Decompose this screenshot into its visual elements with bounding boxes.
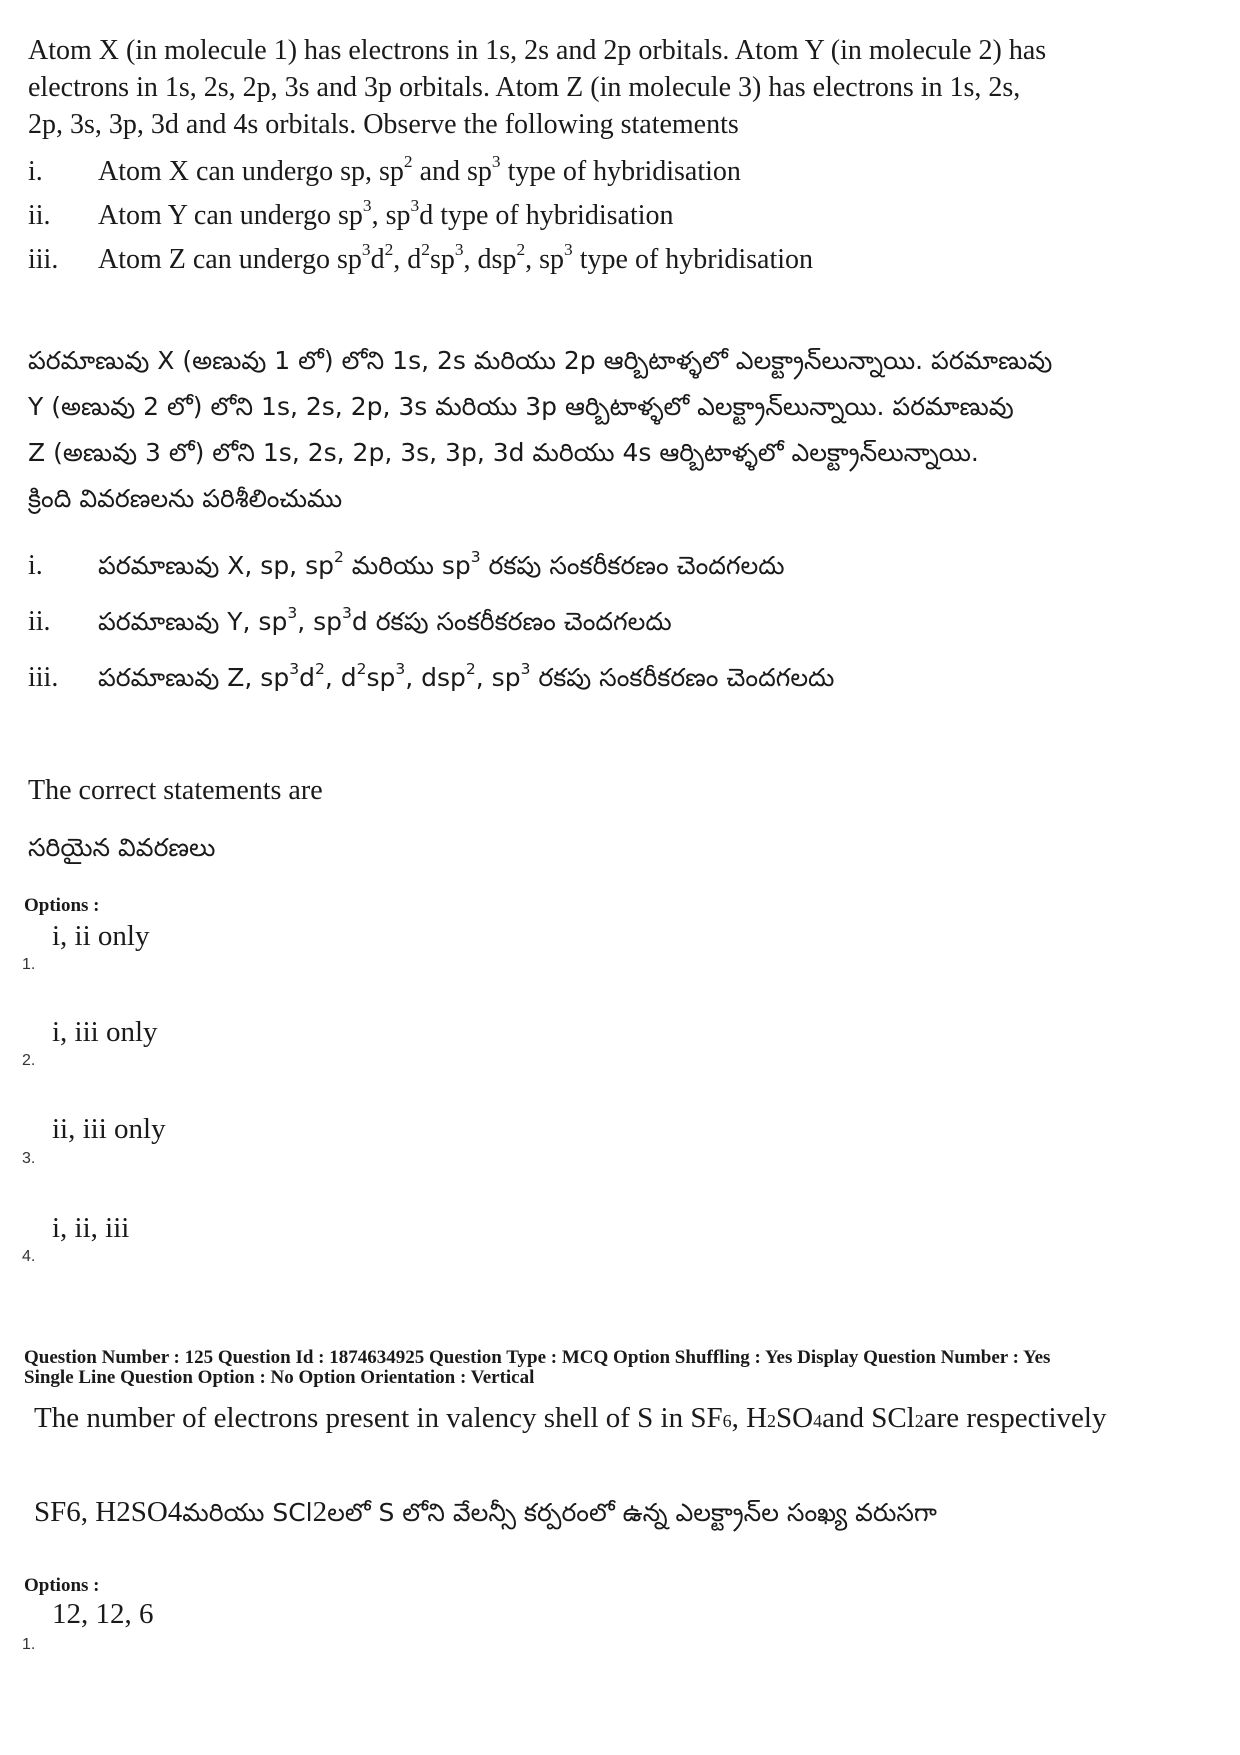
intro-line: క్రింది వివరణలను పరిశీలించుము xyxy=(28,484,343,513)
intro-line: Y (అణువు 2 లో) లోని 1s, 2s, 2p, 3s మరియు 3p ఆర్బిటాళ్ళలో ఎలక్ట్రాన్‌లున్నాయి. పరమాణువు xyxy=(28,392,1014,421)
statement-number: iii. xyxy=(28,244,59,275)
statement-text: పరమాణువు Z, $sp^3d^2$, $d^2sp^3$, dsp$^2$, $sp^3$ రకపు సంకరీకరణం చెందగలదు xyxy=(98,660,835,692)
intro-line: Z (అణువు 3 లో) లోని 1s, 2s, 2p, 3s, 3p, 3d మరియు 4s ఆర్బిటాళ్ళలో ఎలక్ట్రాన్‌లున్నాయి. xyxy=(28,438,979,467)
q125-stem-en: The number of electrons present in valency shell of S in SF 6 , H 2 SO 4 and SCl 2 are respectively xyxy=(34,1402,1107,1434)
options-label: Options : xyxy=(24,1575,100,1596)
metadata-line: Single Line Question Option : No Option Orientation : Vertical xyxy=(24,1367,535,1388)
statement-number: i. xyxy=(28,550,43,581)
statement-iii-te xyxy=(28,662,834,699)
metadata-line: Question Number : 125 Question Id : 1874634925 Question Type : MCQ Option Shuffling : Yes Display Question Number : Yes xyxy=(24,1347,1051,1368)
statement-ii-te xyxy=(28,606,672,643)
option-text[interactable]: i, iii only xyxy=(52,1016,158,1048)
intro-line: electrons in 1s, 2s, 2p, 3s and 3p orbitals. Atom Z (in molecule 3) has electrons in 1s, 2s, xyxy=(28,72,1021,103)
statement-iii-en xyxy=(28,240,814,276)
statement-text: పరమాణువు X, sp, $sp^2$ మరియు $sp^3$ రకపు సంకరీకరణం చెందగలదు xyxy=(98,548,785,580)
statement-number: i. xyxy=(28,156,43,187)
correct-statements-en: The correct statements are xyxy=(28,775,323,806)
statement-ii-en xyxy=(28,196,674,232)
statement-number: iii. xyxy=(28,662,59,693)
statement-number: ii. xyxy=(28,606,51,637)
option-text[interactable]: ii, iii only xyxy=(52,1113,166,1145)
statement-text: Atom X can undergo sp, $sp^2$ and $sp^3$ type of hybridisation xyxy=(98,152,741,187)
statement-text: పరమాణువు Y, $sp^3$, $sp^3d$ రకపు సంకరీకరణం చెందగలదు xyxy=(98,604,672,636)
correct-statements-te: సరియైన వివరణలు xyxy=(28,833,216,862)
option-number: 3. xyxy=(22,1150,36,1167)
q124-english-intro xyxy=(28,32,1218,143)
statement-i-en xyxy=(28,152,741,188)
intro-line: పరమాణువు X (అణువు 1 లో) లోని 1s, 2s మరియు 2p ఆర్బిటాళ్ళలో ఎలక్ట్రాన్‌లున్నాయి. పరమాణువు xyxy=(28,346,1053,375)
q125-metadata xyxy=(24,1348,1214,1388)
intro-line: Atom X (in molecule 1) has electrons in 1s, 2s and 2p orbitals. Atom Y (in molecule 2) has xyxy=(28,35,1047,66)
statement-i-te xyxy=(28,550,785,587)
option-number: 2. xyxy=(22,1052,36,1069)
option-text[interactable]: i, ii only xyxy=(52,920,150,952)
option-number: 4. xyxy=(22,1248,36,1265)
statement-text: Atom Z can undergo $sp^3d^2$, $d^2sp^3$, dsp$^2$, $sp^3$ type of hybridisation xyxy=(98,240,814,275)
option-number: 1. xyxy=(22,956,36,973)
option-text[interactable]: i, ii, iii xyxy=(52,1212,130,1244)
option-text[interactable]: 12, 12, 6 xyxy=(52,1598,154,1630)
q125-stem-te: SF 6 , H 2 SO 4 మరియు SCl 2 లలో S లోని వేలన్సీ కర్పరంలో ఉన్న ఎలక్ట్రాన్‌ల సంఖ్య వరుసగా xyxy=(34,1496,937,1528)
option-number: 1. xyxy=(22,1636,36,1653)
q124-telugu-intro xyxy=(28,338,1218,522)
intro-line: 2p, 3s, 3p, 3d and 4s orbitals. Observe the following statements xyxy=(28,109,739,140)
statement-number: ii. xyxy=(28,200,51,231)
options-label: Options : xyxy=(24,895,100,916)
statement-text: Atom Y can undergo $sp^3$, $sp^3d$ type of hybridisation xyxy=(98,196,674,231)
